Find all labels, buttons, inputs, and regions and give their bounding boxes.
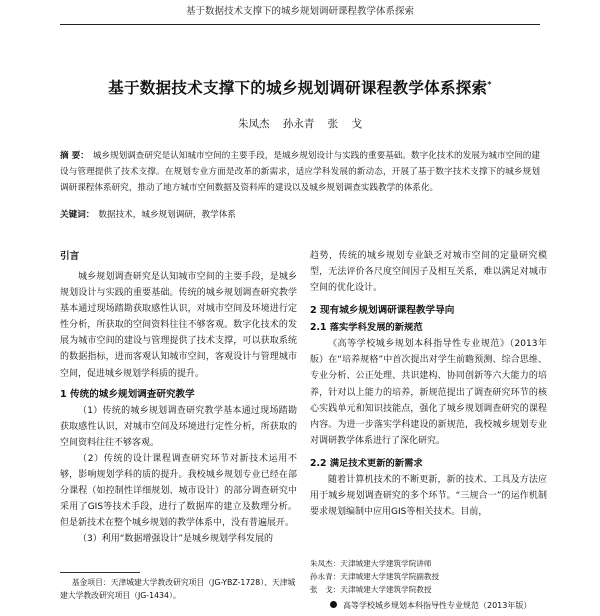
- abstract-text: 城乡规划调查研究是认知城市空间的主要手段，是城乡规划设计与实践的重要基础。数字化技术的发展为城市空间的建设与管理提供了技术支撑。在规划专业方面是改革的新需求，适应学科发展的新动态，开展了基于数字技术支撑下的城乡规划调研课程体系研究，推动了地方城市空间数据及资料库的建设以及城乡规划调查实践教学的体系化。: [60, 151, 540, 193]
- page-title: [40, 76, 560, 98]
- section-1-paragraph-2: （2）传统的设计课程调查研究环节对新技术运用不够，影响规划学科的质的提升。我校城乡规划专业已经在部分课程（如控制性详细规划、城市设计）的部分调查研究中采用了GIS等技术手段，进行了数据库的建立及数理分析。但是新技术在整个城乡规划的教学体系中，没有普遍展开。: [60, 453, 297, 529]
- section-1-heading: 1 传统的城乡规划调查研究教学: [60, 388, 195, 400]
- section-1-paragraph-3: （3）利用“数据增强设计”是城乡规划学科发展的: [78, 534, 274, 545]
- section-2-1-paragraph: 《高等学校城乡规划本科指导性专业规范》（2013年版）在“培养规格”中首次提出对学生前瞻预测、综合思维、专业分析、公正处理、共识建构、协同创新等六大能力的培养，针对以上能力的培养，新规范提出了调查研究环节的核心实践单元和知识技能点，强化了城乡规划调查研究的课程内容。为进一步落实学科建设的新规范，我校城乡规划专业对调研教学体系进行了深化研究。: [310, 339, 547, 446]
- bottom-note: [330, 600, 590, 611]
- title-text: 基于数据技术支撑下的城乡规划调研课程教学体系探索: [108, 79, 488, 97]
- authors: 朱凤杰 孙永青 张 戈: [237, 118, 362, 130]
- affiliation-line: 朱凤杰：天津城建大学建筑学院讲师: [310, 559, 432, 568]
- section-2-heading: 2 现有城乡规划调研课程教学导向: [310, 305, 455, 317]
- running-header: 基于数据技术支撑下的城乡规划调研课程教学体系探索: [185, 6, 414, 17]
- section-1-paragraph-1: （1）传统的城乡规划调查研究教学基本通过现场踏勘获取感性认识，对城市空间及环境进行定性分析，所获取的空间资料往往不够客观。: [60, 405, 297, 448]
- header-rule: [60, 24, 540, 25]
- filled-circle-icon: [330, 601, 337, 608]
- footnote: 基金项目：天津城建大学教改研究项目（JG-YBZ-1728）、天津城建大学教改研究项目（JG-1434）。: [60, 578, 296, 600]
- keywords-label: 关键词：: [60, 210, 95, 220]
- intro-paragraph: 城乡规划调查研究是认知城市空间的主要手段，是城乡规划设计与实践的重要基础。传统的城乡规划调查研究教学基本通过现场踏勘获取感性认识，对城市空间及环境进行定性分析，所获取的空间资料往往不够客观。数字化技术的发展为城市空间的建设与管理提供了技术支撑，可以获取系统的数据指标，进而客观认知城市空间，客观设计与管理城市空间，促进城乡规划学科质的提升。: [60, 272, 297, 379]
- continued-paragraph: 趋势，传统的城乡规划专业缺乏对城市空间的定量研究模型，无法评价各尺度空间因子及相互关系，难以满足对城市空间的优化设计。: [310, 251, 547, 294]
- affiliation-line: 张 戈：天津城建大学建筑学院教授: [310, 585, 432, 594]
- left-column: [60, 248, 297, 548]
- keywords: [60, 208, 540, 223]
- section-2-2-heading: 2.2 满足技术更新的新需求: [310, 457, 423, 469]
- bottom-note-text: 高等学校城乡规划本科指导性专业规范（2013年版）: [343, 601, 532, 610]
- author-affiliations: [310, 557, 550, 596]
- abstract: [60, 149, 540, 196]
- right-column: [310, 248, 547, 520]
- keywords-text: 数据技术，城乡规划调研，教学体系: [98, 210, 236, 220]
- abstract-label: 摘 要：: [60, 151, 89, 161]
- affiliation-line: 孙永青：天津城建大学建筑学院副教授: [310, 572, 440, 581]
- section-2-2-paragraph: 随着计算机技术的不断更新，新的技术、工具及方法应用于城乡规划调查研究的多个环节。“三规合一”的运作机制要求规划编制中应用GIS等相关技术。目前，: [310, 474, 547, 518]
- section-2-1-heading: 2.1 落实学科发展的新规范: [310, 322, 423, 334]
- footnote-rule: [60, 572, 140, 573]
- intro-heading: 引言: [60, 251, 80, 262]
- title-footnote-mark: *: [487, 79, 492, 89]
